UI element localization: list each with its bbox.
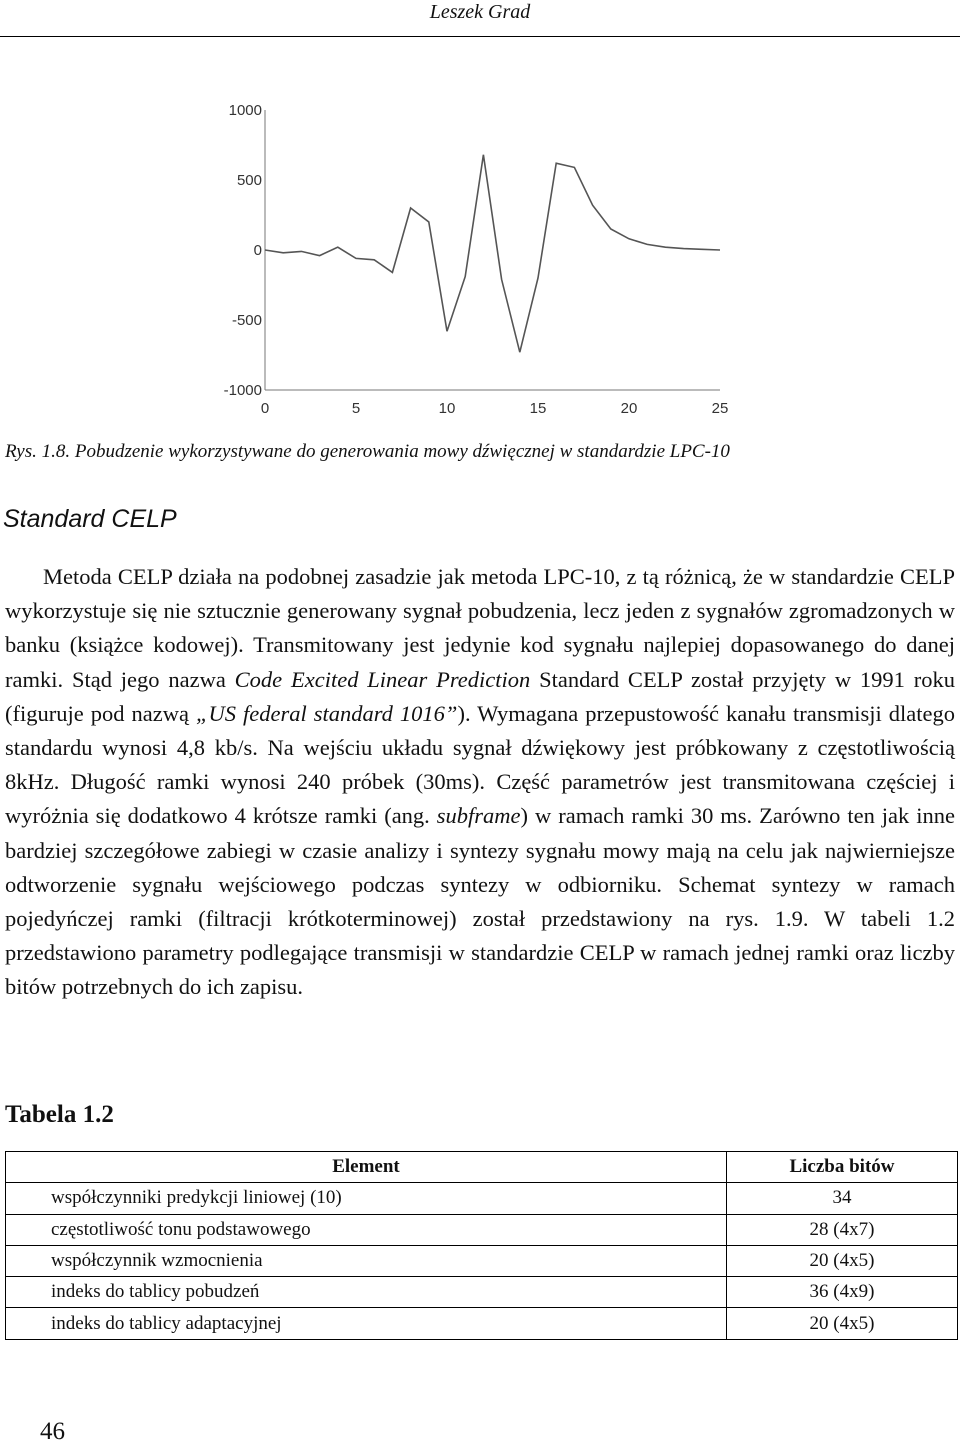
row-element: indeks do tablicy pobudzeń [6, 1277, 727, 1308]
header-bits: Liczba bitów [727, 1152, 958, 1183]
body-italic-1: Code Excited Linear Prediction [234, 666, 531, 692]
body-italic-3: subframe [436, 803, 521, 829]
table-row [6, 1214, 958, 1245]
bits-table [5, 1151, 958, 1340]
body-text-4: ) w ramach ramki 30 ms. Zarówno ten jak inne bardziej szczegółowe zabiegi w czasie analizy i syntezy sygnału mowy mają na celu jak najwierniejsze odtworzenie sygnału wejściowego podczas syntezy w odbiorniku. Schemat syntezy w ramach pojedyńczej ramki (filtracji krótkoterminowej) został przedstawiony na rys. 1.9. W tabeli 1.2 przedstawiono parametry podlegające transmisji w standardzie CELP w ramach jednej ramki oraz liczby bitów potrzebnych do ich zapisu. [5, 803, 955, 1000]
excitation-chart [205, 90, 750, 425]
page-number: 46 [40, 1418, 65, 1445]
x-tick-label: 10 [438, 400, 456, 417]
body-text-2: Standard CELP został przyjęty w 1991 roku (figuruje pod nazwą [5, 666, 955, 726]
x-tick-label: 25 [711, 400, 729, 417]
series-line [265, 155, 720, 352]
x-tick-label: 0 [260, 400, 270, 417]
section-title: Standard CELP [3, 505, 177, 533]
x-tick-label: 5 [351, 400, 361, 417]
row-element: indeks do tablicy adaptacyjnej [6, 1308, 727, 1339]
body-text-3: ). Wymagana przepustowość kanału transmisji dlatego standardu wynosi 4,8 kb/s. Na wejściu układu sygnał dźwiękowy jest próbkowany z częstotliwością 8kHz. Długość ramki wynosi 240 próbek (30ms). Część parametrów jest transmitowana częściej i wyróżnia się dodatkowo 4 krótsze ramki (ang. [5, 700, 955, 829]
y-tick-label: 0 [253, 242, 262, 259]
running-header [0, 0, 960, 37]
table-row [6, 1245, 958, 1276]
row-element: współczynnik wzmocnienia [6, 1245, 727, 1276]
body-italic-2: „US federal standard 1016” [195, 700, 458, 726]
y-tick-label: 500 [236, 172, 262, 189]
table-row [6, 1183, 958, 1214]
y-tick-label: -500 [231, 312, 262, 329]
body-text-1: Metoda CELP działa na podobnej zasadzie jak metoda LPC-10, z tą różnicą, że w standardzie CELP wykorzystuje się nie sztucznie generowany sygnał pobudzenia, lecz jeden z sygnałów zgromadzonych w banku (książce kodowej). Transmitowany jest jedynie kod sygnału najlepiej dopasowanego do danej ramki. Stąd jego nazwa [5, 564, 955, 692]
header-element: Element [6, 1152, 727, 1183]
table-title: Tabela 1.2 [5, 1101, 114, 1128]
figure-caption: Rys. 1.8. Pobudzenie wykorzystywane do generowania mowy dźwięcznej w standardzie LPC-10 [5, 441, 730, 462]
y-tick-label: -1000 [223, 382, 262, 399]
row-element: częstotliwość tonu podstawowego [6, 1214, 727, 1245]
row-bits: 28 (4x7) [727, 1214, 958, 1245]
x-tick-label: 20 [620, 400, 638, 417]
x-tick-label: 15 [529, 400, 547, 417]
table-header-row [6, 1152, 958, 1183]
chart-svg [205, 90, 750, 425]
row-bits: 34 [727, 1183, 958, 1214]
table-row [6, 1277, 958, 1308]
header-author: Leszek Grad [429, 1, 531, 23]
table-row [6, 1308, 958, 1339]
row-element: współczynniki predykcji liniowej (10) [6, 1183, 727, 1214]
row-bits: 20 (4x5) [727, 1245, 958, 1276]
body-paragraph [5, 560, 955, 1005]
y-tick-label: 1000 [228, 102, 262, 119]
row-bits: 20 (4x5) [727, 1308, 958, 1339]
row-bits: 36 (4x9) [727, 1277, 958, 1308]
